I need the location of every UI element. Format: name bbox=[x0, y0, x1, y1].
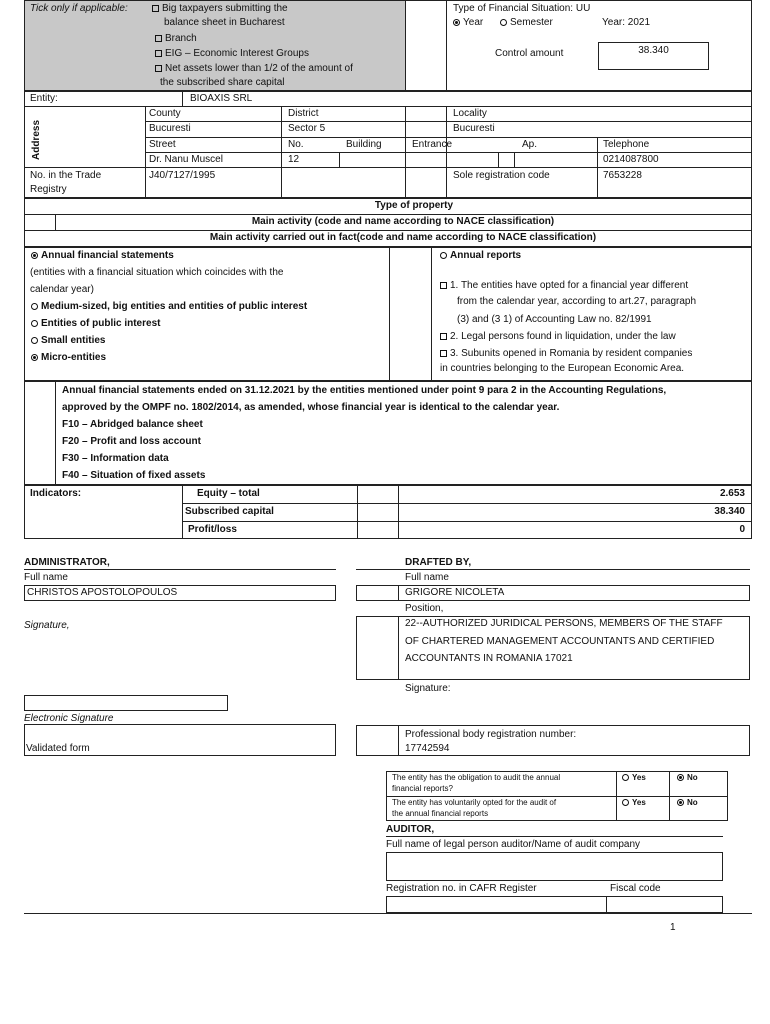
fin-situation-type: Type of Financial Situation: UU bbox=[453, 3, 591, 14]
checkbox-icon bbox=[440, 333, 447, 340]
audit-q1-line-1: The entity has the obligation to audit the annual bbox=[392, 773, 561, 782]
administrator-heading: ADMINISTRATOR, bbox=[24, 557, 110, 568]
radio-medium[interactable]: Medium-sized, big entities and entities of public interest bbox=[31, 301, 307, 313]
sole-code-value: 7653228 bbox=[603, 170, 642, 181]
radio-icon bbox=[622, 774, 629, 781]
radio-annual-fs[interactable]: Annual financial statements bbox=[31, 250, 174, 262]
auditor-name-field[interactable] bbox=[386, 852, 723, 881]
form-f20: F20 – Profit and loss account bbox=[62, 436, 201, 447]
radio-selected-icon bbox=[677, 774, 684, 781]
audit-q2-yes[interactable]: Yes bbox=[622, 798, 646, 808]
district-value: Sector 5 bbox=[288, 123, 326, 134]
annual-fs-note-2: calendar year) bbox=[30, 284, 94, 295]
drafted-position-line-3: ACCOUNTANTS IN ROMANIA 17021 bbox=[405, 653, 573, 664]
radio-selected-icon bbox=[453, 19, 460, 26]
district-label: District bbox=[288, 108, 319, 119]
radio-small[interactable]: Small entities bbox=[31, 335, 105, 347]
indicator-subscribed-label: Subscribed capital bbox=[185, 506, 274, 517]
building-label: Building bbox=[346, 139, 382, 150]
prof-registration-value: 17742594 bbox=[405, 743, 450, 754]
checkbox-icon bbox=[440, 282, 447, 289]
audit-q2-no[interactable]: No bbox=[677, 798, 698, 808]
tick-option-net-assets[interactable]: Net assets lower than 1/2 of the amount of bbox=[155, 63, 353, 75]
cafr-field[interactable] bbox=[386, 896, 607, 913]
address-label: Address bbox=[31, 119, 43, 161]
locality-label: Locality bbox=[453, 108, 487, 119]
tick-option-big-taxpayers[interactable]: Big taxpayers submitting the bbox=[152, 3, 288, 15]
option-1-text-3: (3) and (3 1) of Accounting Law no. 82/1991 bbox=[457, 314, 652, 325]
no-value: 12 bbox=[288, 154, 300, 165]
radio-selected-icon bbox=[677, 799, 684, 806]
type-of-property: Type of property bbox=[374, 200, 454, 211]
administrator-signature-label: Signature, bbox=[24, 620, 70, 631]
county-label: County bbox=[149, 108, 181, 119]
no-label: No. bbox=[288, 139, 304, 150]
telephone-value: 0214087800 bbox=[603, 154, 659, 165]
audit-q1-no[interactable]: No bbox=[677, 773, 698, 783]
auditor-name-label: Full name of legal person auditor/Name of audit company bbox=[386, 839, 641, 850]
electronic-signature-field[interactable] bbox=[24, 695, 228, 711]
checkbox-icon bbox=[155, 35, 162, 42]
tick-option-text: the subscribed share capital bbox=[160, 77, 285, 88]
indicator-profit-label: Profit/loss bbox=[188, 524, 237, 535]
prof-registration-label: Professional body registration number: bbox=[405, 729, 577, 740]
audit-q2-line-2: the annual financial reports bbox=[392, 809, 489, 818]
checkbox-icon bbox=[155, 50, 162, 57]
radio-icon bbox=[31, 337, 38, 344]
annual-fs-note: (entities with a financial situation which coincides with the bbox=[30, 267, 284, 278]
radio-micro[interactable]: Micro-entities bbox=[31, 352, 106, 364]
street-label: Street bbox=[149, 139, 176, 150]
checkbox-option-1[interactable]: 1. The entities have opted for a financial year different bbox=[440, 280, 688, 292]
street-value: Dr. Nanu Muscel bbox=[149, 154, 223, 165]
page-number: 1 bbox=[670, 922, 676, 933]
radio-public-interest[interactable]: Entities of public interest bbox=[31, 318, 160, 330]
locality-value: Bucuresti bbox=[453, 123, 495, 134]
drafted-signature-label: Signature: bbox=[405, 683, 451, 694]
annual-block-line-1: Annual financial statements ended on 31.12.2021 by the entities mentioned under point 9 para 2 in the Accounting Regulations, bbox=[62, 385, 667, 396]
drafted-name: GRIGORE NICOLETA bbox=[405, 587, 505, 598]
checkbox-icon bbox=[152, 5, 159, 12]
ap-label: Ap. bbox=[522, 139, 538, 150]
audit-q1-line-2: financial reports? bbox=[392, 784, 453, 793]
trade-registry-label: No. in the Trade bbox=[30, 170, 102, 181]
administrator-name: CHRISTOS APOSTOLOPOULOS bbox=[27, 587, 178, 598]
trade-registry-value: J40/7127/1995 bbox=[149, 170, 216, 181]
tick-option-text: balance sheet in Bucharest bbox=[164, 17, 285, 28]
indicator-equity-label: Equity – total bbox=[197, 488, 260, 499]
auditor-heading: AUDITOR, bbox=[386, 824, 435, 835]
radio-icon bbox=[31, 320, 38, 327]
indicator-equity-value: 2.653 bbox=[719, 488, 745, 499]
fiscal-code-field[interactable] bbox=[606, 896, 723, 913]
tick-option-eig[interactable]: EIG – Economic Interest Groups bbox=[155, 48, 309, 60]
form-f10: F10 – Abridged balance sheet bbox=[62, 419, 203, 430]
control-amount-value: 38.340 bbox=[638, 45, 669, 56]
checkbox-icon bbox=[440, 350, 447, 357]
entrance-label: Entrance bbox=[412, 139, 453, 150]
radio-semester[interactable]: Semester bbox=[500, 17, 553, 29]
radio-icon bbox=[622, 799, 629, 806]
radio-year[interactable]: Year bbox=[453, 17, 483, 29]
annual-block-line-2: approved by the OMPF no. 1802/2014, as amended, whose financial year is identical to the calendar year. bbox=[62, 402, 560, 413]
radio-icon bbox=[31, 303, 38, 310]
entity-label: Entity: bbox=[30, 93, 58, 104]
drafted-name-label: Full name bbox=[405, 572, 449, 583]
radio-annual-reports[interactable]: Annual reports bbox=[440, 250, 521, 262]
fiscal-code-label: Fiscal code bbox=[610, 883, 661, 894]
electronic-signature-label: Electronic Signature bbox=[24, 713, 114, 724]
administrator-name-label: Full name bbox=[24, 572, 68, 583]
main-activity: Main activity (code and name according to NACE classification) bbox=[251, 216, 555, 227]
telephone-label: Telephone bbox=[603, 139, 650, 150]
audit-q1-yes[interactable]: Yes bbox=[622, 773, 646, 783]
option-3-text-2: in countries belonging to the European Economic Area. bbox=[440, 363, 685, 374]
cafr-label: Registration no. in CAFR Register bbox=[386, 883, 537, 894]
indicator-profit-value: 0 bbox=[739, 524, 745, 535]
trade-registry-label-2: Registry bbox=[30, 184, 67, 195]
validated-form: Validated form bbox=[26, 743, 90, 754]
checkbox-option-3[interactable]: 3. Subunits opened in Romania by resident companies bbox=[440, 348, 692, 360]
footer-line bbox=[24, 913, 752, 914]
main-activity-fact: Main activity carried out in fact(code and name according to NACE classification) bbox=[209, 232, 597, 243]
indicators-label: Indicators: bbox=[30, 488, 82, 499]
form-f40: F40 – Situation of fixed assets bbox=[62, 470, 206, 481]
option-1-text-2: from the calendar year, according to art.27, paragraph bbox=[457, 296, 697, 307]
radio-selected-icon bbox=[31, 354, 38, 361]
drafted-position-line-1: 22--AUTHORIZED JURIDICAL PERSONS, MEMBERS OF THE STAFF bbox=[405, 618, 723, 629]
radio-selected-icon bbox=[31, 252, 38, 259]
tick-option-branch[interactable]: Branch bbox=[155, 33, 197, 45]
radio-icon bbox=[440, 252, 447, 259]
year-label: Year: 2021 bbox=[602, 17, 651, 28]
sole-code-label: Sole registration code bbox=[453, 170, 550, 181]
drafted-heading: DRAFTED BY, bbox=[405, 557, 472, 568]
audit-q2-line-1: The entity has voluntarily opted for the audit of bbox=[392, 798, 557, 807]
drafted-position-label: Position, bbox=[405, 603, 444, 614]
form-f30: F30 – Information data bbox=[62, 453, 169, 464]
indicator-subscribed-value: 38.340 bbox=[714, 506, 745, 517]
checkbox-option-2[interactable]: 2. Legal persons found in liquidation, under the law bbox=[440, 331, 676, 343]
drafted-position-line-2: OF CHARTERED MANAGEMENT ACCOUNTANTS AND CERTIFIED bbox=[405, 636, 715, 647]
checkbox-icon bbox=[155, 65, 162, 72]
entity-name: BIOAXIS SRL bbox=[190, 93, 253, 104]
tick-label: Tick only if applicable: bbox=[30, 3, 128, 14]
radio-icon bbox=[500, 19, 507, 26]
county-value: Bucuresti bbox=[149, 123, 191, 134]
control-amount-label: Control amount bbox=[495, 48, 564, 59]
